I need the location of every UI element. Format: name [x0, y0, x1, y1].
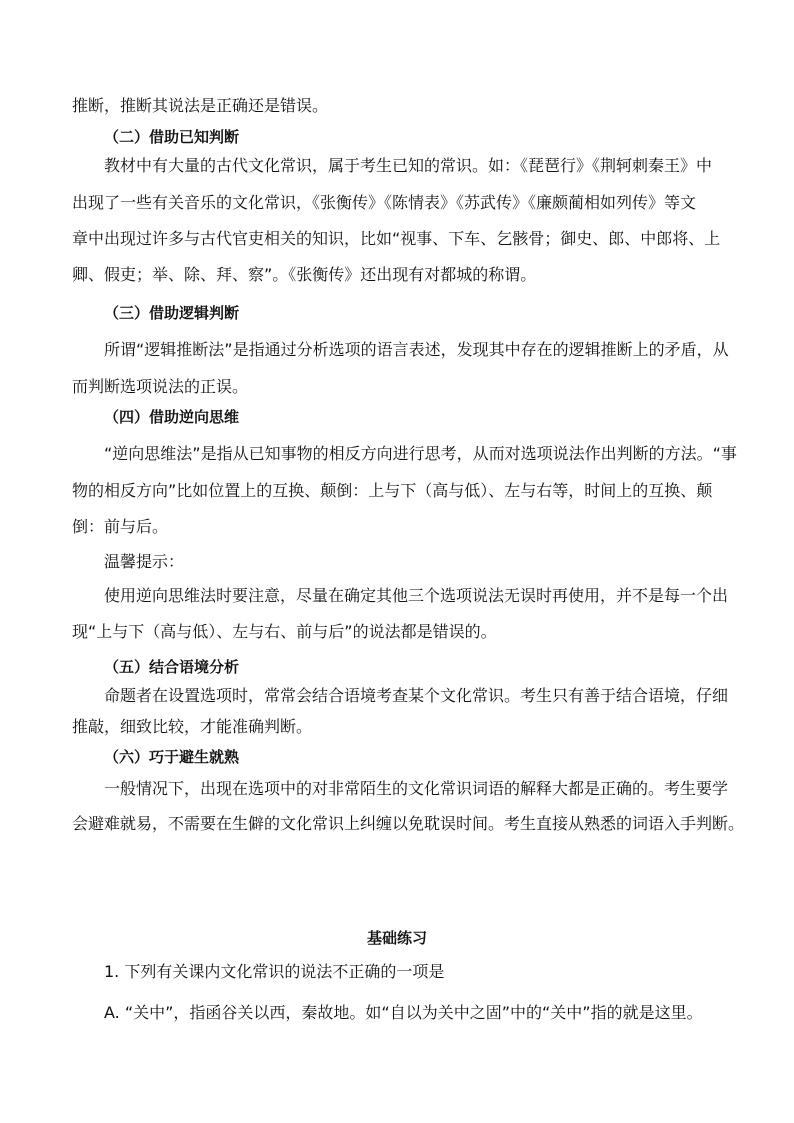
paragraph-line: 出现了一些有关音乐的文化常识，《张衡传》《陈情表》《苏武传》《廉颇蔺相如列传》等文	[72, 193, 697, 212]
tip-label: 温馨提示：	[104, 552, 185, 571]
section-heading-6: （六）巧于避生就熟	[104, 748, 240, 766]
paragraph-line: 一般情况下，出现在选项中的对非常陌生的文化常识词语的解释大都是正确的。考生要学	[104, 779, 729, 798]
paragraph-line: 教材中有大量的古代文化常识，属于考生已知的常识。如：《琵琶行》《荆轲刺秦王》中	[104, 156, 713, 175]
paragraph-line: 倒：前与后。	[72, 517, 169, 536]
section-heading-4: （四）借助逆向思维	[104, 408, 240, 426]
question-1-option-a: A. “关中”，指函谷关以西，秦故地。如“自以为关中之固”中的“关中”指的就是这里。	[104, 1003, 703, 1022]
paragraph-line: 推断，推断其说法是正确还是错误。	[72, 96, 329, 115]
section-heading-3: （三）借助逻辑判断	[104, 304, 240, 322]
question-1: 1. 下列有关课内文化常识的说法不正确的一项是	[104, 962, 445, 981]
paragraph-line: 命题者在设置选项时，常常会结合语境考查某个文化常识。考生只有善于结合语境，仔细	[104, 686, 729, 705]
paragraph-line: 使用逆向思维法时要注意，尽量在确定其他三个选项说法无误时再使用，并不是每一个出	[104, 586, 729, 605]
paragraph-line: 而判断选项说法的正误。	[72, 377, 249, 396]
paragraph-line: “逆向思维法”是指从已知事物的相反方向进行思考，从而对选项说法作出判断的方法。“事	[104, 444, 737, 463]
paragraph-line: 物的相反方向”比如位置上的互换、颠倒：上与下（高与低）、左与右等，时间上的互换、颠	[72, 481, 713, 500]
paragraph-line: 会避难就易，不需要在生僻的文化常识上纠缠以免耽误时间。考生直接从熟悉的词语入手判断。	[72, 814, 745, 833]
section-heading-2: （二）借助已知判断	[104, 128, 240, 146]
practice-section-title: 基础练习	[366, 929, 427, 947]
paragraph-line: 现“上与下（高与低）、左与右、前与后”的说法都是错误的。	[72, 622, 497, 641]
section-heading-5: （五）结合语境分析	[104, 658, 240, 676]
paragraph-line: 章中出现过许多与古代官吏相关的知识，比如“视事、下车、乞骸骨；御史、郎、中郎将、上	[72, 229, 721, 248]
paragraph-line: 推敲，细致比较，才能准确判断。	[72, 717, 313, 736]
paragraph-line: 所谓“逻辑推断法”是指通过分析选项的语言表述，发现其中存在的逻辑推断上的矛盾，从	[104, 340, 729, 359]
paragraph-line: 卿、假吏；举、除、拜、察”。《张衡传》还出现有对都城的称谓。	[72, 265, 537, 284]
